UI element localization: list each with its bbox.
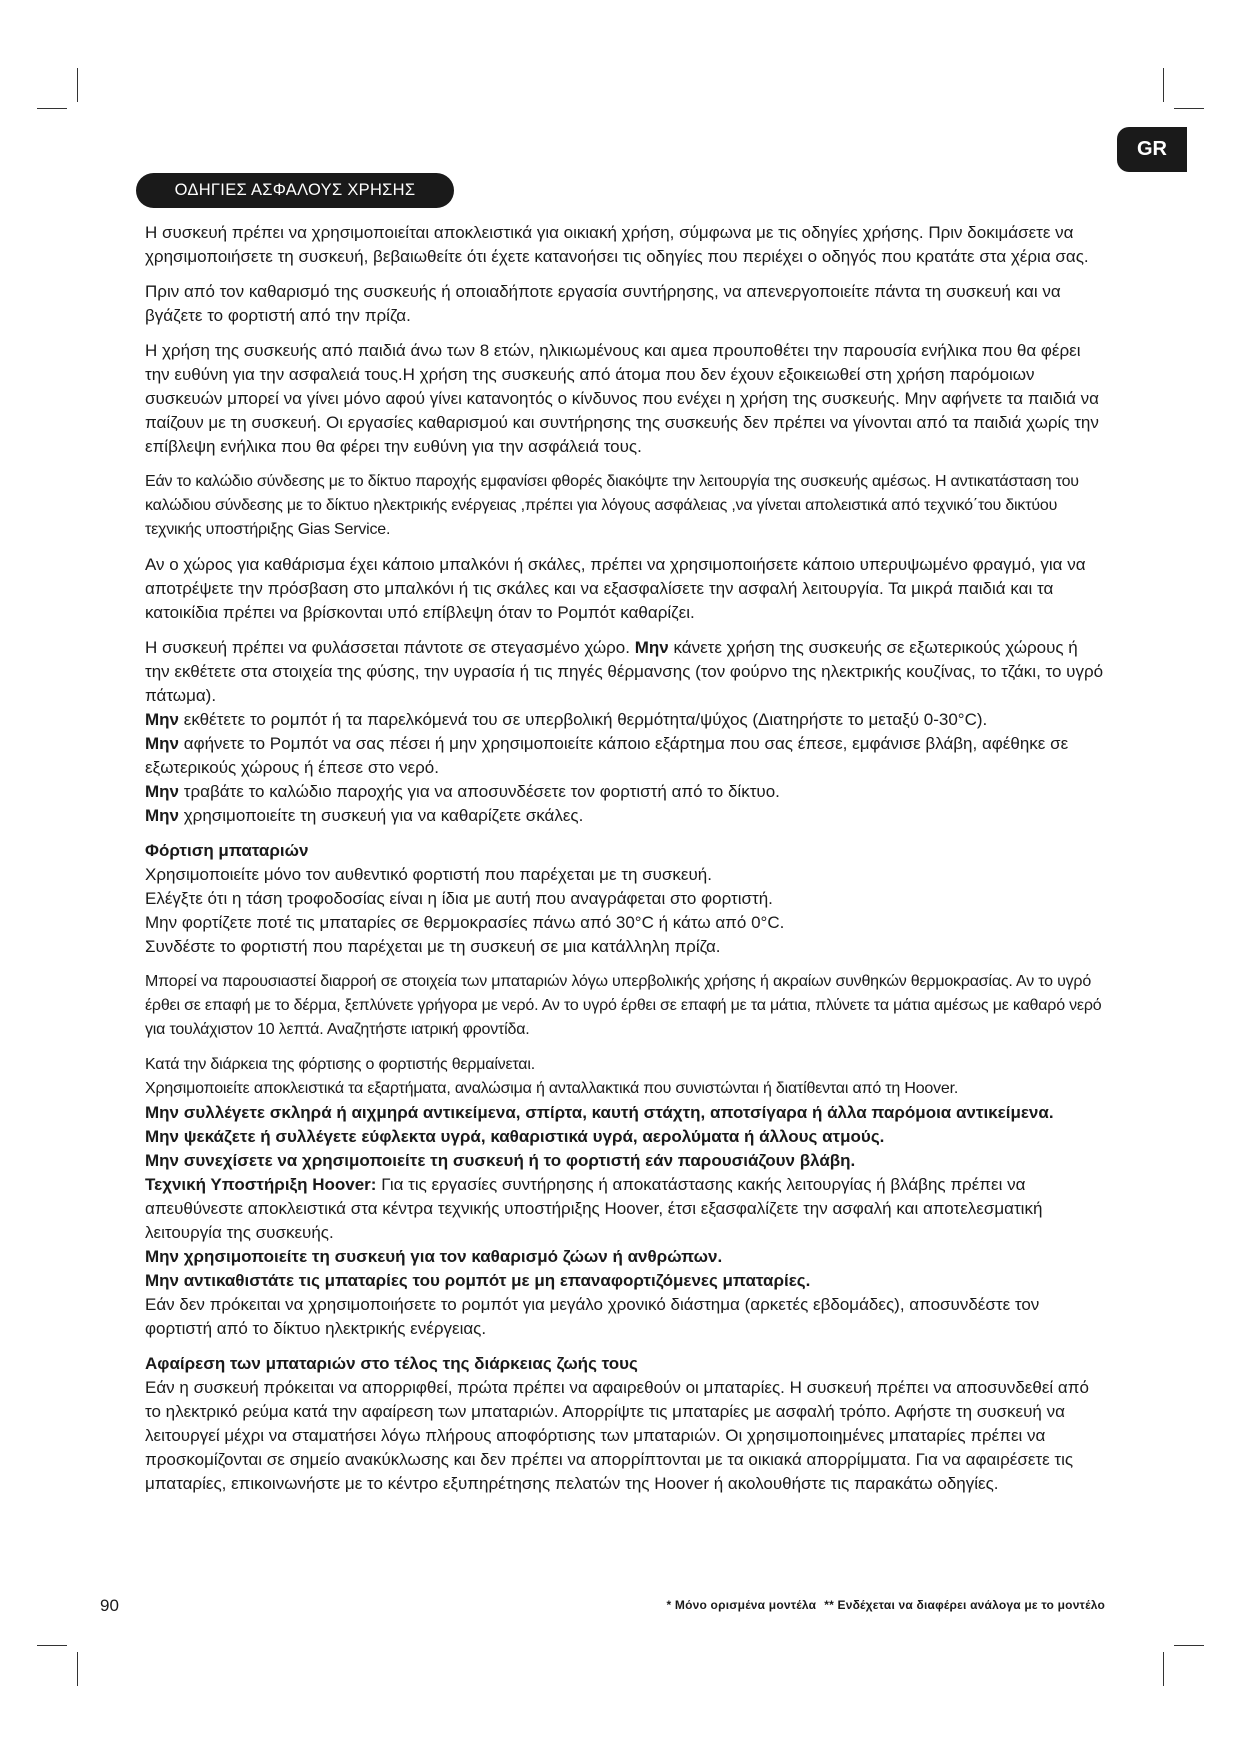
charging-line: Χρησιμοποιείτε μόνο τον αυθεντικό φορτιστή που παρέχεται με τη συσκευή. — [145, 865, 712, 884]
crop-mark — [1163, 68, 1164, 102]
storage-line-3: Μην αφήνετε το Ρομπότ να σας πέσει ή μην χρησιμοποιείτε κάποιο εξάρτημα που σας έπεσε, εμφάνισε βλάβη, αφέθηκε σε εξωτερικούς χώρους ή έπεσε στο νερό. — [145, 734, 1069, 777]
charging-line: Ελέγξτε ότι η τάση τροφοδοσίας είναι η ίδια με αυτή που αναγράφεται στο φορτιστή. — [145, 889, 773, 908]
paragraph-power-cord: Εάν το καλώδιο σύνδεσης με το δίκτυο παροχής εμφανίσει φθορές διακόψτε την λειτουργία της συσκευής αμέσως. Η αντικατάσταση του καλώδιου σύνδεσης με το δίκτυο ηλεκτρικής ενέργειας ,πρέπει για λόγους ασφάλειας ,να γίνεται απολειστικά από τεχνικό΄του δικτύου τεχνικής υποστήριξης Gias Service. — [145, 473, 1079, 538]
footnote-may-vary: ** Ενδέχεται να διαφέρει ανάλογα με το μοντέλο — [824, 1598, 1105, 1612]
paragraph-battery-leak: Μπορεί να παρουσιαστεί διαρροή σε στοιχεία των μπαταριών λόγω υπερβολικής χρήσης ή ακραίων συνθηκών θερμοκρασίας. Αν το υγρό έρθει σε επαφή με το δέρμα, ξεπλύνετε γρήγορα με νερό. Αν το υγρό έρθει σε επαφή με τα μάτια, πλύνετε τα μάτια αμέσως με καθαρό νερό για τουλάχιστον 10 λεπτά. Αναζητήστε ιατρική φροντίδα. — [145, 973, 1102, 1038]
warning-damaged-device: Μην συνεχίσετε να χρησιμοποιείτε τη συσκευή ή το φορτιστή εάν παρουσιάζουν βλάβη. — [145, 1151, 856, 1170]
crop-mark — [77, 68, 78, 102]
page-number: 90 — [100, 1596, 119, 1615]
footnote — [595, 1598, 1105, 1612]
crop-mark — [37, 108, 67, 109]
warning-flammable-liquids: Μην ψεκάζετε ή συλλέγετε εύφλεκτα υγρά, καθαριστικά υγρά, αερολύματα ή άλλους ατμούς. — [145, 1127, 885, 1146]
safety-instructions — [145, 221, 1105, 1507]
charging-line: Συνδέστε το φορτιστή που παρέχεται με τη συσκευή σε μια κατάλληλη πρίζα. — [145, 937, 721, 956]
removal-heading: Αφαίρεση των μπαταριών στο τέλος της διάρκειας ζωής τους — [145, 1354, 638, 1373]
crop-mark — [1174, 108, 1204, 109]
warning-accessories: Χρησιμοποιείτε αποκλειστικά τα εξαρτήματα, αναλώσιμα ή ανταλλακτικά που συνιστώνται ή διατίθενται από τη Hoover. — [145, 1080, 959, 1097]
language-tab: GR — [1117, 127, 1187, 172]
storage-line-2: Μην εκθέτετε το ρομπότ ή τα παρελκόμενά του σε υπερβολική θερμότητα/ψύχος (Διατηρήστε το μεταξύ 0-30°C). — [145, 710, 988, 729]
warning-animals: Μην χρησιμοποιείτε τη συσκευή για τον καθαρισμό ζώων ή ανθρώπων. — [145, 1247, 723, 1266]
section-title: ΟΔΗΓΙΕΣ ΑΣΦΑΛΟΥΣ ΧΡΗΣΗΣ — [136, 173, 454, 208]
storage-line-5: Μην χρησιμοποιείτε τη συσκευή για να καθαρίζετε σκάλες. — [145, 806, 584, 825]
crop-mark — [77, 1652, 78, 1686]
crop-mark — [37, 1645, 67, 1646]
paragraph-domestic-use: Η συσκευή πρέπει να χρησιμοποιείται αποκλειστικά για οικιακή χρήση, σύμφωνα με τις οδηγίες χρήσης. Πριν δοκιμάσετε να χρησιμοποιήσετε τη συσκευή, βεβαιωθείτε ότι έχετε κατανοήσει τις οδηγίες που περιέχει ο οδηγός που κρατάτε στα χέρια σας. — [145, 223, 1089, 266]
storage-block — [145, 636, 1105, 828]
removal-text: Εάν η συσκευή πρόκειται να απορριφθεί, πρώτα πρέπει να αφαιρεθούν οι μπαταρίες. Η συσκευή πρέπει να αποσυνδεθεί από το ηλεκτρικό ρεύμα κατά την αφαίρεση των μπαταριών. Απορρίψτε τις μπαταρίες με ασφαλή τρόπο. Αφήστε τη συσκευή να λειτουργεί μέχρι να σταματήσει λόγω πλήρους αποφόρτισης των μπαταριών. Οι χρησιμοποιημένες μπαταρίες πρέπει να προσκομίζονται σε σημείο ανακύκλωσης και δεν πρέπει να απορρίπτονται με τα οικιακά απορρίμματα. Για να αφαιρέσετε τις μπαταρίες, επικοινωνήστε με το κέντρο εξυπηρέτησης πελατών της Hoover ή ακολουθήστε τις παρακάτω οδηγίες. — [145, 1378, 1089, 1493]
warning-charger-heat: Κατά την διάρκεια της φόρτισης ο φορτιστής θερμαίνεται. — [145, 1056, 535, 1073]
warnings-block — [145, 1053, 1105, 1341]
storage-line-4: Μην τραβάτε το καλώδιο παροχής για να αποσυνδέσετε τον φορτιστή από το δίκτυο. — [145, 782, 780, 801]
warning-sharp-objects: Μην συλλέγετε σκληρά ή αιχμηρά αντικείμενα, σπίρτα, καυτή στάχτη, αποτσίγαρα ή άλλα παρόμοια αντικείμενα. — [145, 1103, 1054, 1122]
support-note: Τεχνική Υποστήριξη Hoover: Για τις εργασίες συντήρησης ή αποκατάστασης κακής λειτουργίας ή βλάβης πρέπει να απευθύνεστε αποκλειστικά στα κέντρα τεχνικής υποστήριξης Hoover, έτσι εξασφαλίζετε την ασφαλή και αποτελεσματική λειτουργία της συσκευής. — [145, 1175, 1043, 1242]
storage-line-1: Η συσκευή πρέπει να φυλάσσεται πάντοτε σε στεγασμένο χώρο. Μην κάνετε χρήση της συσκευής σε εξωτερικούς χώρους ή την εκθέτετε στα στοιχεία της φύσης, την υγρασία ή τις πηγές θέρμανσης (τον φούρνο της ηλεκτρικής κουζίνας, το τζάκι, το υγρό πάτωμα). — [145, 638, 1104, 705]
charging-line: Μην φορτίζετε ποτέ τις μπαταρίες σε θερμοκρασίες πάνω από 30°C ή κάτω από 0°C. — [145, 913, 785, 932]
crop-mark — [1174, 1645, 1204, 1646]
removal-block — [145, 1352, 1105, 1496]
crop-mark — [1163, 1652, 1164, 1686]
charging-heading: Φόρτιση μπαταριών — [145, 841, 309, 860]
paragraph-children: Η χρήση της συσκευής από παιδιά άνω των 8 ετών, ηλικιωμένους και αμεα προυποθέτει την παρουσία ενήλικα που θα φέρει την ευθύνη για την ασφαλειά τους.Η χρήση της συσκευής από άτομα που δεν έχουν εξοικειωθεί στη χρήση παρόμοιων συσκευών μπορεί να γίνει μόνο αφού γίνει κατανοητός ο κίνδυνος που ενέχει η χρήση της συσκευής. Μην αφήνετε τα παιδιά να παίζουν με τη συσκευή. Οι εργασίες καθαρισμού και συντήρησης της συσκευής δεν πρέπει να γίνονται από τα παιδιά χωρίς την επίβλεψη ενήλικα που θα φέρει την ευθύνη για την ασφάλειά τους. — [145, 341, 1099, 456]
charging-block — [145, 839, 1105, 959]
warning-batteries: Μην αντικαθιστάτε τις μπαταρίες του ρομπότ με μη επαναφορτιζόμενες μπαταρίες. — [145, 1271, 811, 1290]
footnote-some-models: * Μόνο ορισμένα μοντέλα — [666, 1598, 817, 1612]
paragraph-balcony: Αν ο χώρος για καθάρισμα έχει κάποιο μπαλκόνι ή σκάλες, πρέπει να χρησιμοποιήσετε κάποιο υπερυψωμένο φραγμό, για να αποτρέψετε την πρόσβαση στο μπαλκόνι ή τις σκάλες και να εξασφαλίσετε την ασφαλή λειτουργία. Τα μικρά παιδιά και τα κατοικίδια πρέπει να βρίσκονται υπό επίβλεψη όταν το Ρομπότ καθαρίζει. — [145, 555, 1086, 622]
paragraph-before-cleaning: Πριν από τον καθαρισμό της συσκευής ή οποιαδήποτε εργασία συντήρησης, να απενεργοποιείτε πάντα τη συσκευή και να βγάζετε το φορτιστή από την πρίζα. — [145, 282, 1061, 325]
long-storage-note: Εάν δεν πρόκειται να χρησιμοποιήσετε το ρομπότ για μεγάλο χρονικό διάστημα (αρκετές εβδομάδες), αποσυνδέστε τον φορτιστή από το δίκτυο ηλεκτρικής ενέργειας. — [145, 1295, 1040, 1338]
